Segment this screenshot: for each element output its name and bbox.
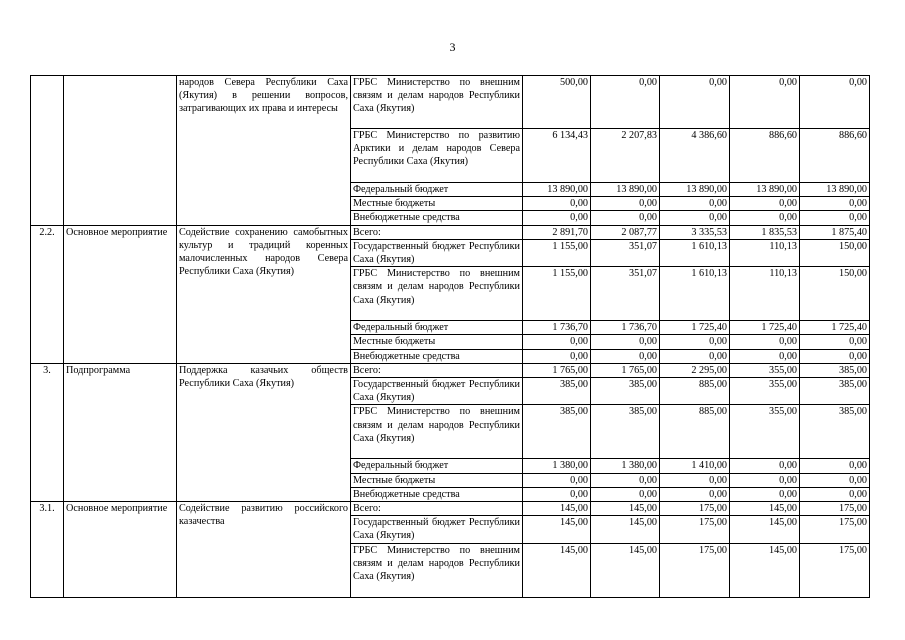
value-cell: 1 610,13 <box>660 239 730 266</box>
value-cell: 0,00 <box>730 211 800 225</box>
value-cell: 0,00 <box>800 211 870 225</box>
value-cell: 1 725,40 <box>730 321 800 335</box>
funding-source: Всего: <box>351 502 523 516</box>
value-cell: 13 890,00 <box>591 183 660 197</box>
value-cell: 1 736,70 <box>591 321 660 335</box>
value-cell: 145,00 <box>591 502 660 516</box>
value-cell: 355,00 <box>730 363 800 377</box>
funding-source: ГРБС Министерство по развитию Арктики и делам народов Севера Республики Саха (Якутия) <box>351 129 523 183</box>
value-cell: 385,00 <box>591 378 660 405</box>
value-cell: 13 890,00 <box>730 183 800 197</box>
value-cell: 0,00 <box>730 335 800 349</box>
value-cell: 145,00 <box>523 502 591 516</box>
item-number: 3. <box>31 363 64 501</box>
value-cell: 13 890,00 <box>523 183 591 197</box>
value-cell: 0,00 <box>800 76 870 129</box>
value-cell: 0,00 <box>800 473 870 487</box>
value-cell: 0,00 <box>660 349 730 363</box>
value-cell: 0,00 <box>591 211 660 225</box>
value-cell: 3 335,53 <box>660 225 730 239</box>
funding-source: Всего: <box>351 225 523 239</box>
funding-source: Местные бюджеты <box>351 473 523 487</box>
value-cell: 0,00 <box>800 487 870 501</box>
value-cell: 1 155,00 <box>523 239 591 266</box>
value-cell: 1 610,13 <box>660 267 730 321</box>
value-cell: 0,00 <box>660 211 730 225</box>
value-cell: 1 835,53 <box>730 225 800 239</box>
value-cell: 0,00 <box>800 335 870 349</box>
value-cell: 0,00 <box>800 197 870 211</box>
value-cell: 0,00 <box>730 459 800 473</box>
value-cell: 0,00 <box>523 349 591 363</box>
value-cell: 1 765,00 <box>523 363 591 377</box>
value-cell: 6 134,43 <box>523 129 591 183</box>
value-cell: 0,00 <box>660 487 730 501</box>
value-cell: 110,13 <box>730 239 800 266</box>
value-cell: 0,00 <box>523 335 591 349</box>
value-cell: 1 155,00 <box>523 267 591 321</box>
value-cell: 0,00 <box>591 349 660 363</box>
item-name: Содействие сохранению самобытных культур и традиций коренных малочисленных народов Севера Республики Саха (Якутия) <box>177 225 351 363</box>
item-type <box>64 76 177 226</box>
table-row <box>31 502 870 516</box>
value-cell: 145,00 <box>591 516 660 543</box>
table-row <box>31 225 870 239</box>
value-cell: 0,00 <box>591 473 660 487</box>
value-cell: 0,00 <box>660 335 730 349</box>
value-cell: 355,00 <box>730 378 800 405</box>
funding-source: Местные бюджеты <box>351 197 523 211</box>
value-cell: 0,00 <box>591 335 660 349</box>
value-cell: 2 087,77 <box>591 225 660 239</box>
funding-source: Всего: <box>351 363 523 377</box>
item-type: Основное мероприятие <box>64 225 177 363</box>
value-cell: 13 890,00 <box>800 183 870 197</box>
value-cell: 175,00 <box>660 502 730 516</box>
item-name: Поддержка казачьих обществ Республики Саха (Якутия) <box>177 363 351 501</box>
value-cell: 0,00 <box>660 197 730 211</box>
value-cell: 175,00 <box>800 516 870 543</box>
value-cell: 1 765,00 <box>591 363 660 377</box>
value-cell: 385,00 <box>800 405 870 459</box>
value-cell: 385,00 <box>523 405 591 459</box>
value-cell: 0,00 <box>730 473 800 487</box>
item-type: Подпрограмма <box>64 363 177 501</box>
funding-source: Государственный бюджет Республики Саха (Якутия) <box>351 239 523 266</box>
item-number: 2.2. <box>31 225 64 363</box>
value-cell: 2 295,00 <box>660 363 730 377</box>
value-cell: 175,00 <box>800 502 870 516</box>
value-cell: 13 890,00 <box>660 183 730 197</box>
funding-source: Федеральный бюджет <box>351 459 523 473</box>
value-cell: 145,00 <box>591 543 660 597</box>
funding-source: ГРБС Министерство по внешним связям и делам народов Республики Саха (Якутия) <box>351 76 523 129</box>
value-cell: 145,00 <box>730 502 800 516</box>
funding-source: Местные бюджеты <box>351 335 523 349</box>
value-cell: 145,00 <box>523 516 591 543</box>
value-cell: 4 386,60 <box>660 129 730 183</box>
value-cell: 0,00 <box>523 487 591 501</box>
funding-source: ГРБС Министерство по внешним связям и делам народов Республики Саха (Якутия) <box>351 543 523 597</box>
value-cell: 355,00 <box>730 405 800 459</box>
value-cell: 0,00 <box>800 349 870 363</box>
item-number: 3.1. <box>31 502 64 598</box>
value-cell: 2 891,70 <box>523 225 591 239</box>
value-cell: 145,00 <box>730 543 800 597</box>
funding-source: Внебюджетные средства <box>351 487 523 501</box>
value-cell: 1 725,40 <box>660 321 730 335</box>
value-cell: 886,60 <box>800 129 870 183</box>
funding-source: Внебюджетные средства <box>351 211 523 225</box>
value-cell: 2 207,83 <box>591 129 660 183</box>
value-cell: 150,00 <box>800 267 870 321</box>
value-cell: 500,00 <box>523 76 591 129</box>
item-number <box>31 76 64 226</box>
table-row <box>31 363 870 377</box>
value-cell: 886,60 <box>730 129 800 183</box>
value-cell: 0,00 <box>800 459 870 473</box>
value-cell: 0,00 <box>660 76 730 129</box>
value-cell: 0,00 <box>523 197 591 211</box>
value-cell: 0,00 <box>660 473 730 487</box>
funding-source: Государственный бюджет Республики Саха (Якутия) <box>351 378 523 405</box>
value-cell: 1 736,70 <box>523 321 591 335</box>
value-cell: 145,00 <box>523 543 591 597</box>
item-name: народов Севера Республики Саха (Якутия) в решении вопросов, затрагивающих их права и интересы <box>177 76 351 226</box>
value-cell: 0,00 <box>591 76 660 129</box>
item-type: Основное мероприятие <box>64 502 177 598</box>
value-cell: 385,00 <box>591 405 660 459</box>
value-cell: 1 875,40 <box>800 225 870 239</box>
value-cell: 0,00 <box>591 487 660 501</box>
value-cell: 110,13 <box>730 267 800 321</box>
value-cell: 385,00 <box>800 378 870 405</box>
funding-source: ГРБС Министерство по внешним связям и делам народов Республики Саха (Якутия) <box>351 405 523 459</box>
value-cell: 1 380,00 <box>523 459 591 473</box>
funding-source: ГРБС Министерство по внешним связям и делам народов Республики Саха (Якутия) <box>351 267 523 321</box>
value-cell: 1 410,00 <box>660 459 730 473</box>
page-number: 3 <box>449 40 456 54</box>
value-cell: 0,00 <box>730 76 800 129</box>
value-cell: 175,00 <box>800 543 870 597</box>
funding-source: Внебюджетные средства <box>351 349 523 363</box>
value-cell: 351,07 <box>591 239 660 266</box>
value-cell: 150,00 <box>800 239 870 266</box>
value-cell: 385,00 <box>800 363 870 377</box>
funding-source: Федеральный бюджет <box>351 183 523 197</box>
funding-source: Федеральный бюджет <box>351 321 523 335</box>
value-cell: 175,00 <box>660 516 730 543</box>
budget-table <box>30 75 870 598</box>
value-cell: 351,07 <box>591 267 660 321</box>
table-row <box>31 76 870 129</box>
value-cell: 885,00 <box>660 405 730 459</box>
item-name: Содействие развитию российского казачества <box>177 502 351 598</box>
funding-source: Государственный бюджет Республики Саха (Якутия) <box>351 516 523 543</box>
value-cell: 385,00 <box>523 378 591 405</box>
value-cell: 0,00 <box>730 487 800 501</box>
value-cell: 1 725,40 <box>800 321 870 335</box>
value-cell: 0,00 <box>730 349 800 363</box>
value-cell: 885,00 <box>660 378 730 405</box>
value-cell: 145,00 <box>730 516 800 543</box>
value-cell: 0,00 <box>730 197 800 211</box>
value-cell: 0,00 <box>523 211 591 225</box>
value-cell: 0,00 <box>591 197 660 211</box>
value-cell: 1 380,00 <box>591 459 660 473</box>
value-cell: 0,00 <box>523 473 591 487</box>
value-cell: 175,00 <box>660 543 730 597</box>
